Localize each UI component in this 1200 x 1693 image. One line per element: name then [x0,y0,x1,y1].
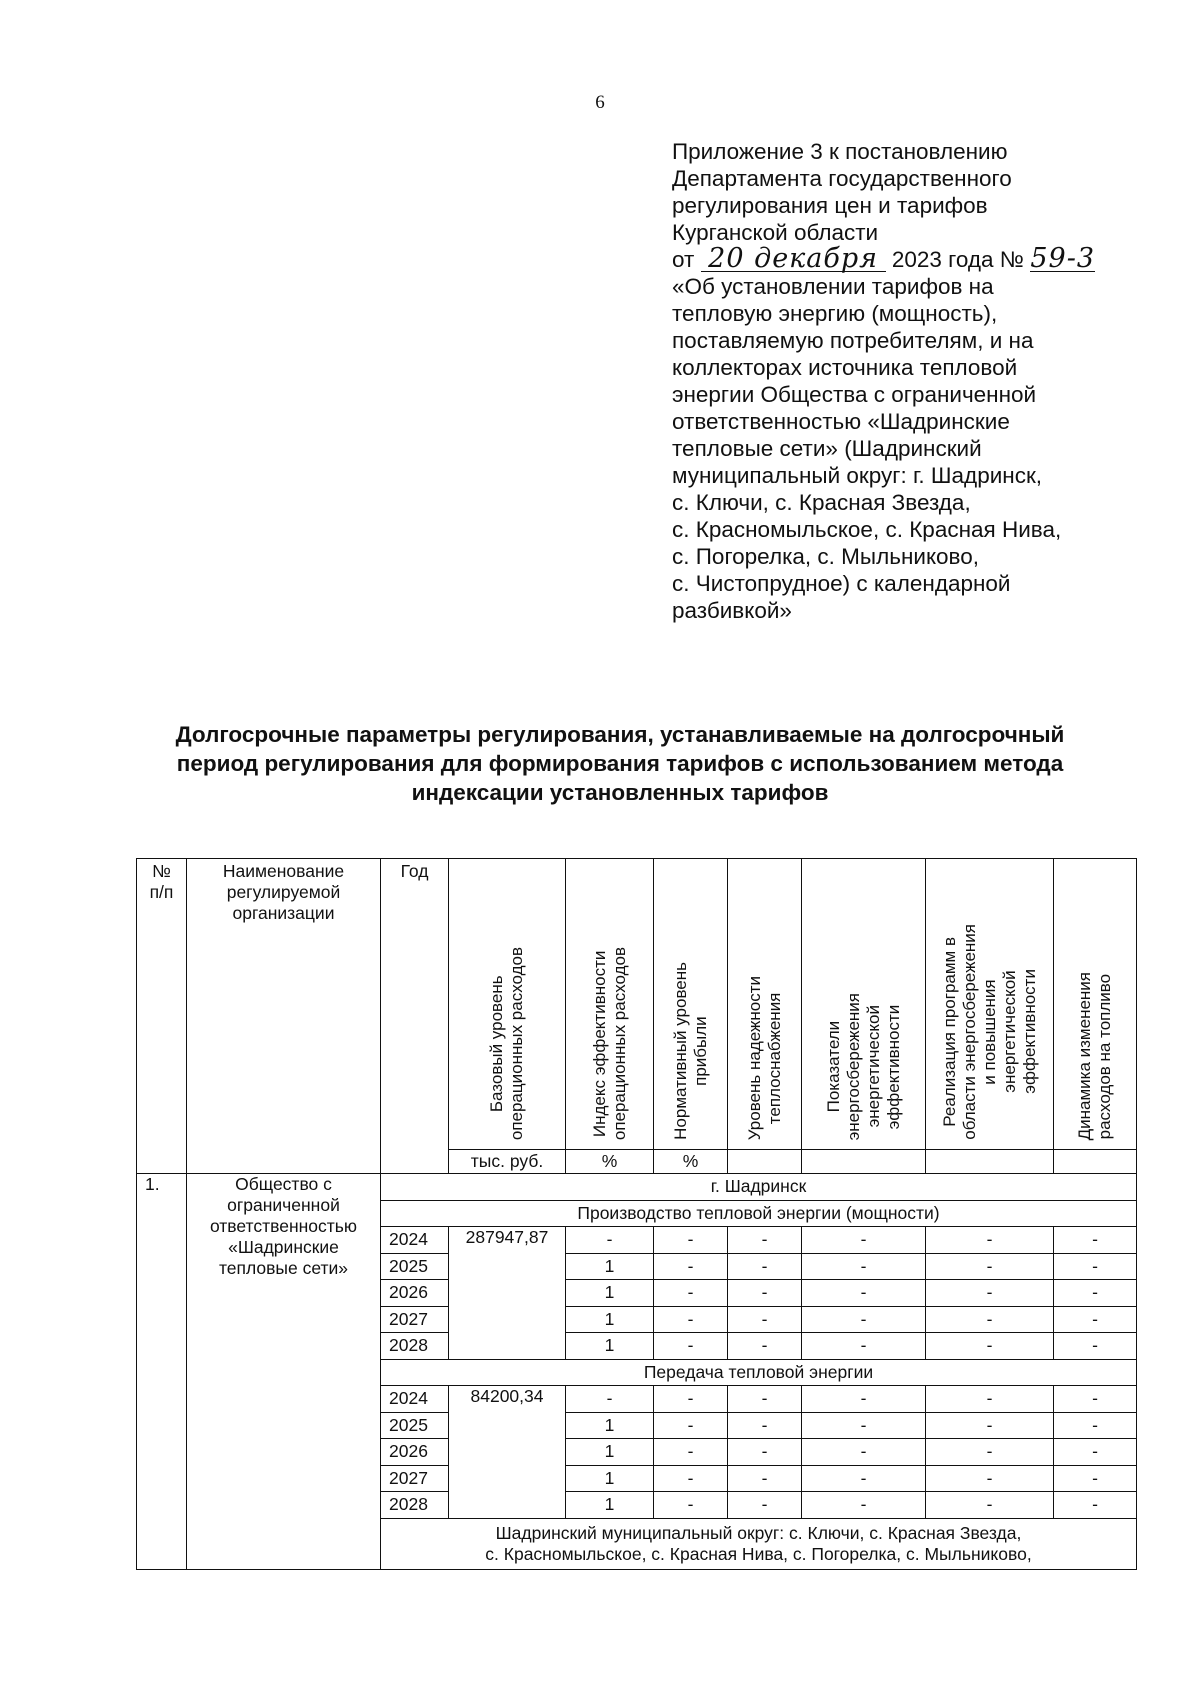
subject-line: с. Красномыльское, с. Красная Нива, [672,517,1062,542]
subject-line: разбивкой» [672,598,792,623]
page-number: 6 [595,92,605,113]
parameters-table [136,858,1137,1570]
table-row: 2028 1 - - - - - [137,1333,1137,1360]
handwritten-number: 59-3 [1030,243,1096,274]
document-title [130,720,1110,807]
subject-line: с. Ключи, с. Красная Звезда, [672,490,971,515]
date-prefix: от [672,247,695,272]
subject-line: поставляемую потребителям, и на [672,328,1034,353]
subject-line: с. Погорелка, с. Мыльниково, [672,544,980,569]
subject-line: «Об установлении тарифов на [672,274,994,299]
transmission-base-opex: 84200,34 [449,1386,566,1519]
table-row: 2025 1 - - - - - [137,1412,1137,1439]
appendix-block [672,138,1122,624]
table-row: 2027 1 - - - - - [137,1465,1137,1492]
title-line: период регулирования для формирования тарифов с использованием метода [176,751,1064,776]
subject-line: с. Чистопрудное) с календарной [672,571,1011,596]
header-fuel-dynamics: Динамика изменения расходов на топливо [1054,859,1137,1150]
appendix-line: Департамента государственного [672,166,1012,191]
appendix-line: Приложение 3 к постановлению [672,139,1008,164]
header-organization: Наименование регулируемой организации [187,859,381,1174]
header-efficiency-index: Индекс эффективности операционных расходов [566,859,654,1150]
unit-profit: % [654,1150,728,1174]
year-text: 2023 года № [891,247,1024,272]
header-base-opex: Базовый уровень операционных расходов [449,859,566,1150]
subject-line: ответственностью «Шадринские [672,409,1010,434]
table-row: 2026 1 - - - - - [137,1439,1137,1466]
section-production: Производство тепловой энергии (мощности) [381,1200,1137,1227]
appendix-date-line [672,243,1122,274]
subject-line: коллекторах источника тепловой [672,355,1018,380]
subject-line: муниципальный округ: г. Шадринск, [672,463,1043,488]
header-programs: Реализация программ в области энергосбережения и повышения энергетической эффективности [926,859,1054,1150]
subject-line: тепловые сети» (Шадринский [672,436,982,461]
handwritten-date: 20 декабря [701,247,886,272]
subject-line: тепловую энергию (мощность), [672,301,998,326]
organization-name: Общество с ограниченной ответственностью «Шадринские тепловые сети» [187,1174,381,1570]
title-line: индексации установленных тарифов [411,780,829,805]
header-row [137,859,1137,1150]
header-energy-saving: Показатели энергосбережения энергетической эффективности [802,859,926,1150]
row-number: 1. [137,1174,187,1570]
appendix-line: Курганской области [672,220,879,245]
table-row: 2024 84200,34 - - - - - - [137,1386,1137,1413]
location-shadrinsk: г. Шадринск [381,1174,1137,1201]
table-row: 2026 1 - - - - - [137,1280,1137,1307]
appendix-line: регулирования цен и тарифов [672,193,988,218]
title-line: Долгосрочные параметры регулирования, устанавливаемые на долгосрочный [175,722,1065,747]
subject-line: энергии Общества с ограниченной [672,382,1037,407]
table-row: 2025 1 - - - - - [137,1253,1137,1280]
production-base-opex: 287947,87 [449,1227,566,1360]
location-villages: Шадринский муниципальный округ: с. Ключи, с. Красная Звезда, с. Красномыльское, с. Красная Нива, с. Погорелка, с. Мыльниково, [381,1518,1137,1569]
header-profit-level: Нормативный уровень прибыли [654,859,728,1150]
unit-base: тыс. руб. [449,1150,566,1174]
location-row [137,1174,1137,1201]
header-number: № п/п [137,859,187,1174]
table-row: 2024 287947,87 - - - - - - [137,1227,1137,1254]
table-row: 2027 1 - - - - - [137,1306,1137,1333]
section-transmission: Передача тепловой энергии [381,1359,1137,1386]
unit-index: % [566,1150,654,1174]
header-reliability: Уровень надежности теплоснабжения [728,859,802,1150]
header-year: Год [381,859,449,1174]
table-row: 2028 1 - - - - - [137,1492,1137,1519]
